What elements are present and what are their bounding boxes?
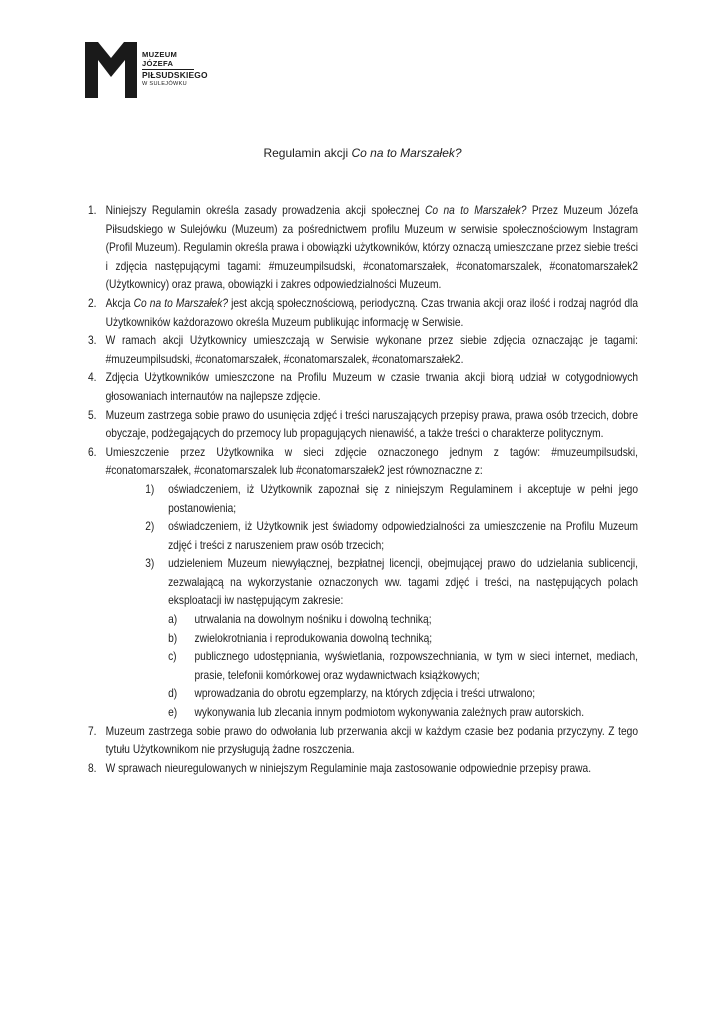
sub-item-number: 3) <box>145 557 155 571</box>
list-item-7 <box>88 723 638 760</box>
logo-line-3: PIŁSUDSKIEGO <box>142 70 208 80</box>
sub-item-1 <box>145 481 638 518</box>
alpha-list <box>168 611 638 723</box>
sub-item-text: oświadczeniem, iż Użytkownik zapoznał się z niniejszym Regulaminem i akceptuje w pełni jego postanowienia; <box>168 482 638 515</box>
sub-item-text: udzieleniem Muzeum niewyłącznej, bezpłatnej licencji, obejmującej prawo do udzielania sublicencji, zezwalającą na wykorzystanie oznaczonych ww. tagami zdjęć i treści, na następujących polach eksploatacji iw następującym zakresie: <box>168 557 638 608</box>
item-text: Zdjęcia Użytkowników umieszczone na Profilu Muzeum w czasie trwania akcji biorą udział w cotygodniowych głosowaniach internautów na najlepsze zdjęcie. <box>105 371 639 403</box>
sub-item-text: oświadczeniem, iż Użytkownik jest świadomy odpowiedzialności za umieszczenie na Profilu Muzeum zdjęć i treści z naruszeniem praw osób trzecich; <box>168 520 638 552</box>
alpha-item-text: zwielokrotniania i reprodukowania dowolną techniką; <box>194 631 433 645</box>
item-text: W ramach akcji Użytkownicy umieszczają w Serwisie wykonane przez siebie zdjęcia oznaczając je tagami: #muzeumpilsudski, #conatomarszałek, #conatomarszalek, #conatomarszałek2. <box>105 334 639 366</box>
item-text-italic: Co na to Marszałek? <box>424 204 527 217</box>
alpha-item-letter: d) <box>168 687 178 701</box>
sub-item-number: 2) <box>145 520 155 534</box>
item-text-pre: Akcja <box>105 296 134 310</box>
museum-logo-mark-icon <box>85 42 137 98</box>
list-item-8 <box>88 760 638 779</box>
alpha-item-c <box>168 648 638 685</box>
list-item-3 <box>88 332 638 369</box>
alpha-item-letter: b) <box>168 631 178 645</box>
logo-line-1: MUZEUM <box>142 50 178 59</box>
item-number: 2. <box>88 296 97 310</box>
item-number: 8. <box>88 761 97 775</box>
item-text-post: Przez Muzeum Józefa Piłsudskiego w Sulejówku (Muzeum) za pośrednictwem profilu Muzeum w serwisie społecznościowym Instagram (Profil Muzeum). Regulamin określa prawa i obowiązki użytkowników, którzy oznaczą umieszczane przez siebie treści i zdjęcia następującymi tagami: #muzeumpilsudski, #conatomarszałek, #conatomarszalek, #conatomarszałek2 (Użytkownicy) oraz prawa, obowiązki i zakres odpowiedzialności Muzeum. <box>105 204 639 292</box>
museum-logo <box>85 42 208 98</box>
logo-line-4: W SULEJÓWKU <box>142 81 187 87</box>
alpha-item-b <box>168 630 638 649</box>
sub-item-2 <box>145 518 638 555</box>
logo-line-2: JÓZEFA <box>142 59 174 68</box>
list-item-6 <box>88 444 638 723</box>
item-number: 6. <box>88 445 97 459</box>
alpha-item-text: publicznego udostępniania, wyświetlania, rozpowszechniania, w tym w sieci internet, mediach, prasie, telefonii komórkowej oraz wydawnictwach książkowych; <box>194 650 639 682</box>
item-text: W sprawach nieuregulowanych w niniejszym Regulaminie maja zastosowanie odpowiednie przepisy prawa. <box>105 761 592 775</box>
item-text: Muzeum zastrzega sobie prawo do odwołania lub przerwania akcji w każdym czasie bez podania przyczyny. Z tego tytułu Użytkownikom nie przysługują żadne roszczenia. <box>105 724 639 757</box>
title-prefix: Regulamin akcji <box>263 146 352 160</box>
sub-item-3 <box>145 555 638 722</box>
title-italic: Co na to Marszałek? <box>351 146 462 160</box>
item-number: 3. <box>88 334 97 348</box>
list-item-5 <box>88 407 638 444</box>
alpha-item-text: utrwalania na dowolnym nośniku i dowolną techniką; <box>194 613 432 627</box>
item-text-italic: Co na to Marszałek? <box>133 296 229 310</box>
alpha-item-e <box>168 704 638 723</box>
alpha-item-letter: e) <box>168 706 178 720</box>
item-number: 4. <box>88 371 97 385</box>
alpha-item-letter: a) <box>168 613 178 627</box>
item-text-post: jest akcją społecznościową, periodyczną. Czas trwania akcji oraz ilość i rodzaj nagród dla Użytkowników każdorazowo określa Muzeum publikując informację w Serwisie. <box>105 296 638 329</box>
item-number: 7. <box>88 724 97 738</box>
sub-item-number: 1) <box>145 482 155 496</box>
item-text: Umieszczenie przez Użytkownika w sieci zdjęcie oznaczonego jednym z tagów: #muzeumpilsudski, #conatomarszałek, #conatomarszalek lub #conatomarszałek2 jest równoznaczne z: <box>105 445 639 478</box>
list-item-2 <box>88 295 638 332</box>
alpha-item-d <box>168 685 638 704</box>
list-item-4 <box>88 369 638 406</box>
list-item-1 <box>88 202 638 295</box>
document-title <box>0 146 725 160</box>
sub-list <box>106 481 638 723</box>
alpha-item-text: wykonywania lub zlecania innym podmiotom wykonywania zależnych praw autorskich. <box>194 706 585 720</box>
item-number: 1. <box>88 204 97 217</box>
item-number: 5. <box>88 408 97 422</box>
item-text: Muzeum zastrzega sobie prawo do usunięcia zdjęć i treści naruszających przepisy prawa, prawa osób trzecich, dobre obyczaje, podżegających do przemocy lub propagujących nienawiść, a także treści o charakterze politycznym. <box>105 408 639 441</box>
alpha-item-a <box>168 611 638 630</box>
item-text-pre: Niniejszy Regulamin określa zasady prowadzenia akcji społecznej <box>105 204 425 217</box>
regulations-list <box>88 202 638 778</box>
museum-logo-text <box>142 50 208 89</box>
alpha-item-letter: c) <box>168 650 177 664</box>
alpha-item-text: wprowadzania do obrotu egzemplarzy, na których zdjęcia i treści utrwalono; <box>194 687 536 701</box>
